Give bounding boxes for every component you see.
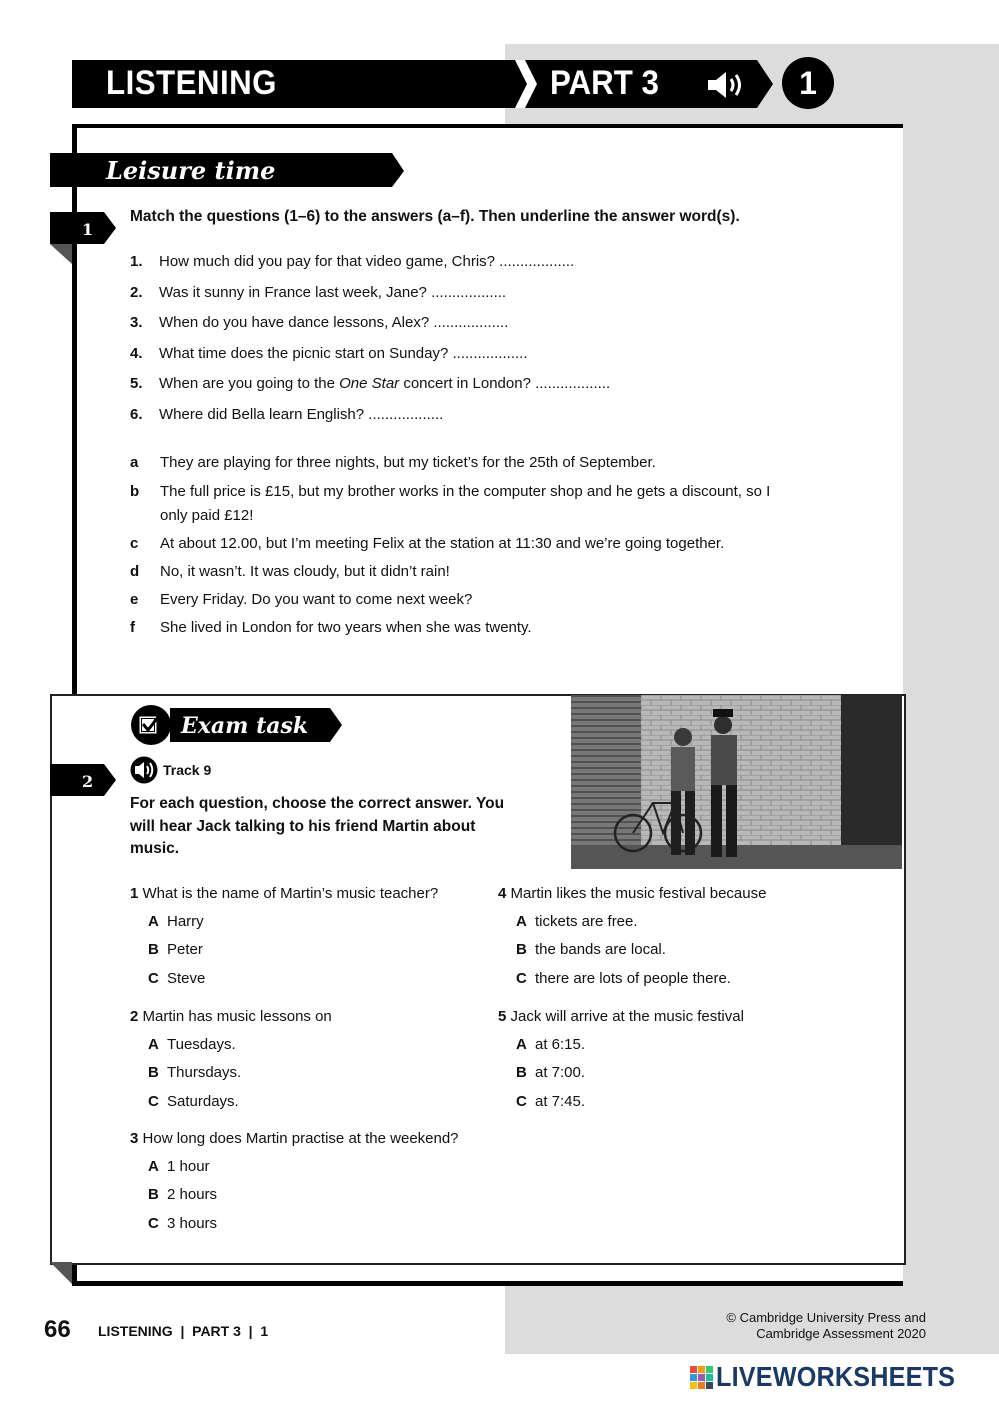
option-letter: A	[516, 1036, 527, 1053]
exercise-number: 1	[82, 220, 94, 239]
exam-instruction: For each question, choose the correct answer. You will hear Jack talking to his friend Martin about music.	[130, 795, 505, 857]
answer-text: At about 12.00, but I’m meeting Felix at the station at 11:30 and we’re going together.	[160, 535, 725, 552]
mcq-option[interactable]	[516, 1036, 585, 1053]
option-letter: B	[148, 1186, 159, 1204]
mcq-question-text: Jack will arrive at the music festival	[510, 1008, 744, 1025]
option-text: 3 hours	[167, 1214, 218, 1232]
option-text: Peter	[167, 941, 203, 959]
option-text: at 7:45.	[535, 1092, 586, 1110]
option-text: Tuesdays.	[167, 1036, 236, 1053]
answer-row	[130, 532, 790, 556]
copyright-line1: © Cambridge University Press and	[726, 1310, 926, 1325]
option-text: Steve	[167, 969, 206, 987]
option-letter: B	[148, 1064, 159, 1082]
answer-letter: a	[130, 454, 139, 471]
answer-row	[130, 480, 790, 528]
mcq-option[interactable]	[148, 1186, 217, 1203]
option-text: there are lots of people there.	[535, 969, 731, 987]
option-letter: C	[148, 1214, 159, 1232]
option-text: Harry	[167, 913, 204, 930]
question-number: 6.	[130, 406, 143, 423]
mcq-option[interactable]	[148, 970, 205, 987]
question-row	[130, 253, 574, 270]
answer-text: The full price is £15, but my brother works in the computer shop and he gets a discount, so I only paid £12!	[160, 483, 771, 524]
mcq-option[interactable]	[148, 1215, 217, 1232]
answer-row	[130, 616, 790, 640]
option-letter: B	[516, 941, 527, 959]
mcq-option[interactable]	[148, 1064, 241, 1081]
option-letter: A	[148, 913, 159, 930]
answer-text: They are playing for three nights, but my ticket’s for the 25th of September.	[160, 454, 656, 471]
question-text: Where did Bella learn English?	[159, 406, 369, 423]
mcq-option[interactable]	[516, 1093, 585, 1110]
mcq-option[interactable]	[148, 1158, 210, 1175]
option-text: the bands are local.	[535, 941, 666, 959]
track-label: Track 9	[163, 762, 212, 778]
answer-blank[interactable]: ..................	[433, 314, 509, 331]
option-letter: C	[516, 1092, 527, 1110]
mcq-option[interactable]	[516, 941, 666, 958]
audio-track-icon[interactable]	[130, 756, 160, 784]
mcq-question	[498, 885, 766, 902]
option-letter: A	[148, 1158, 159, 1175]
mcq-question-number: 5	[498, 1008, 507, 1025]
mcq-question	[130, 885, 438, 902]
page-title: LISTENING	[106, 64, 277, 102]
mcq-question-number: 1	[130, 885, 139, 902]
question-number: 5.	[130, 375, 143, 392]
option-letter: A	[148, 1036, 159, 1053]
question-row	[130, 375, 610, 392]
option-text: at 7:00.	[535, 1064, 586, 1082]
copyright	[640, 1310, 926, 1342]
question-text: Was it sunny in France last week, Jane?	[159, 284, 432, 301]
answer-blank[interactable]: ..................	[499, 253, 575, 270]
frame-top-border	[72, 124, 903, 128]
exercise-instruction: Match the questions (1–6) to the answers (a–f). Then underline the answer word(s).	[130, 208, 740, 225]
mcq-question-text: What is the name of Martin’s music teacher?	[142, 885, 439, 902]
answer-row	[130, 588, 790, 612]
answer-blank[interactable]: ..................	[368, 406, 444, 423]
exercise-number: 2	[82, 772, 94, 791]
question-row	[130, 406, 443, 423]
option-text: 2 hours	[167, 1186, 218, 1204]
question-text: What time does the picnic start on Sunday?	[159, 345, 453, 362]
answer-row	[130, 560, 790, 584]
frame-bottom-border	[72, 1281, 903, 1286]
answer-letter: e	[130, 591, 139, 608]
copyright-line2: Cambridge Assessment 2020	[756, 1326, 926, 1341]
brand-name: LIVEWORKSHEETS	[716, 1361, 956, 1392]
question-row	[130, 345, 528, 362]
photo-illustration	[571, 695, 902, 869]
mcq-question-number: 2	[130, 1008, 139, 1025]
page-number: 66	[44, 1316, 71, 1343]
question-text: When are you going to the	[159, 375, 340, 392]
answer-text: Every Friday. Do you want to come next week?	[160, 591, 473, 608]
question-text-after: concert in London?	[399, 375, 536, 392]
option-letter: B	[516, 1064, 527, 1082]
mcq-option[interactable]	[516, 913, 638, 930]
question-text: When do you have dance lessons, Alex?	[159, 314, 434, 331]
mcq-option[interactable]	[148, 913, 204, 930]
mcq-question-number: 3	[130, 1130, 139, 1147]
mcq-option[interactable]	[148, 941, 203, 958]
mcq-question-text: Martin has music lessons on	[142, 1008, 332, 1025]
section-title: Leisure time	[106, 156, 276, 185]
mcq-question-text: Martin likes the music festival because	[510, 885, 767, 902]
question-number: 3.	[130, 314, 143, 331]
question-row	[130, 314, 508, 331]
answer-letter: c	[130, 535, 139, 552]
question-text: How much did you pay for that video game, Chris?	[159, 253, 500, 270]
question-number: 2.	[130, 284, 143, 301]
exam-task-title: Exam task	[181, 713, 309, 739]
answer-letter: d	[130, 563, 140, 580]
option-letter: C	[148, 969, 159, 987]
question-italic: One Star	[339, 375, 400, 392]
answer-row	[130, 451, 790, 475]
answer-blank[interactable]: ..................	[452, 345, 528, 362]
part-title: PART 3	[550, 64, 659, 102]
option-text: Saturdays.	[167, 1092, 239, 1110]
liveworksheets-logo-icon	[690, 1364, 714, 1392]
answer-letter: f	[130, 619, 135, 636]
answer-text: No, it wasn’t. It was cloudy, but it didn’t rain!	[160, 563, 450, 580]
unit-number-badge: 1	[782, 57, 834, 109]
question-number: 4.	[130, 345, 143, 362]
mcq-question	[130, 1008, 332, 1025]
answer-text: She lived in London for two years when she was twenty.	[160, 619, 532, 636]
mcq-question-number: 4	[498, 885, 507, 902]
answer-letter: b	[130, 483, 140, 500]
option-letter: C	[516, 969, 527, 987]
mcq-option[interactable]	[516, 1064, 585, 1081]
photo-two-men-with-bicycle	[571, 695, 902, 869]
answer-blank[interactable]: ..................	[431, 284, 507, 301]
mcq-option[interactable]	[148, 1093, 239, 1110]
option-text: at 6:15.	[535, 1036, 586, 1053]
speaker-icon	[706, 70, 748, 100]
mcq-question	[130, 1130, 459, 1147]
option-text: 1 hour	[167, 1158, 210, 1175]
mcq-question-text: How long does Martin practise at the weekend?	[142, 1130, 459, 1147]
box-corner-shadow	[50, 1262, 76, 1284]
option-letter: B	[148, 941, 159, 959]
question-number: 1.	[130, 253, 143, 270]
mcq-option[interactable]	[516, 970, 731, 987]
mcq-option[interactable]	[148, 1036, 236, 1053]
question-row	[130, 284, 506, 301]
option-text: Thursdays.	[167, 1064, 242, 1082]
option-letter: A	[516, 913, 527, 930]
option-text: tickets are free.	[535, 913, 638, 930]
answer-blank[interactable]: ..................	[535, 375, 611, 392]
option-letter: C	[148, 1092, 159, 1110]
footer-label: LISTENING | PART 3 | 1	[98, 1323, 269, 1339]
mcq-question	[498, 1008, 744, 1025]
